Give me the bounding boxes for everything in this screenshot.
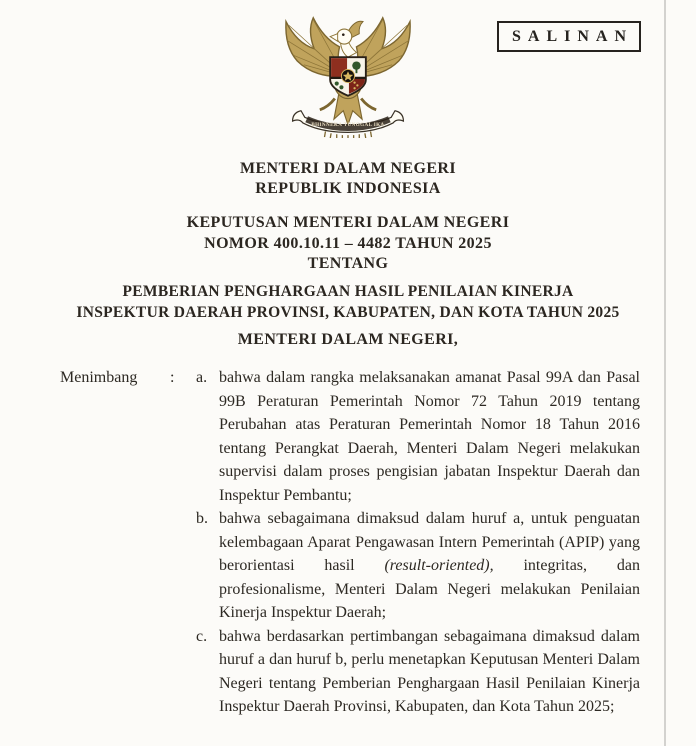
letterhead-republic: REPUBLIK INDONESIA [255, 180, 441, 197]
considerations-section [60, 366, 640, 719]
issuer-line: MENTERI DALAM NEGERI, [237, 331, 459, 348]
item-text-post: integritas, dan profesionalisme, Menteri Dalam Negeri melakukan Penilaian Kinerja Inspektur Daerah; [219, 557, 640, 621]
consideration-item-b [196, 507, 640, 625]
item-text-pre: bahwa dalam rangka melaksanakan amanat Pasal 99A dan Pasal 99B Peraturan Pemerintah Nomor 72 Tahun 2019 tentang Perubahan atas Peraturan Pemerintah Nomor 18 Tahun 2016 tentang Perangkat Daerah, Menteri Dalam Negeri melakukan supervisi dalam proses pengisian jabatan Inspektur Daerah dan Inspektur Pembantu; [219, 369, 640, 504]
item-letter: b. [196, 510, 208, 527]
subject-line-1: PEMBERIAN PENGHARGAAN HASIL PENILAIAN KINERJA [122, 283, 574, 300]
letterhead [0, 159, 696, 199]
item-letter: c. [196, 627, 208, 645]
decree-heading [0, 213, 696, 275]
consideration-item-c [196, 625, 640, 719]
item-text-pre: bahwa berdasarkan pertimbangan sebagaimana dimaksud dalam huruf a dan huruf b, perlu menetapkan Keputusan Menteri Dalam Negeri tentang Pemberian Penghargaan Hasil Penilaian Kinerja Inspektur Daerah Provinsi, Kabupaten, dan Kota Tahun 2025; [219, 627, 640, 715]
item-text-pre: bahwa sebagaimana dimaksud dalam huruf a, untuk penguatan kelembagaan Aparat Pengawasan Intern Pemerintah (APIP) yang berorientasi hasil [219, 510, 640, 574]
motto-text: BHINNEKA TUNGGAL IKA [311, 121, 385, 128]
decree-tentang: TENTANG [307, 255, 389, 272]
garuda-beak [330, 34, 338, 42]
decree-number: NOMOR 400.10.11 – 4482 TAHUN 2025 [204, 234, 492, 252]
considerations-colon: : [170, 369, 175, 386]
salinan-stamp-label: SALINAN [511, 27, 633, 45]
decree-title: KEPUTUSAN MENTERI DALAM NEGERI [186, 214, 510, 231]
letterhead-ministry: MENTERI DALAM NEGERI [239, 160, 456, 177]
decree-subject [0, 281, 696, 323]
item-text [219, 507, 640, 625]
garuda-tail [334, 95, 362, 125]
item-text [219, 625, 640, 719]
item-letter: a. [196, 369, 208, 386]
garuda-eye [342, 33, 345, 36]
consideration-item-a [196, 366, 640, 507]
considerations-items [196, 366, 640, 719]
subject-line-2: INSPEKTUR DAERAH PROVINSI, KABUPATEN, DAN KOTA TAHUN 2025 [76, 304, 620, 321]
garuda-emblem-svg [282, 14, 414, 138]
garuda-pancasila-emblem [0, 14, 696, 138]
garuda-head [337, 29, 352, 44]
item-text [219, 366, 640, 507]
considerations-label: Menimbang [60, 369, 138, 386]
item-text-italic: (result-oriented), [384, 557, 494, 574]
